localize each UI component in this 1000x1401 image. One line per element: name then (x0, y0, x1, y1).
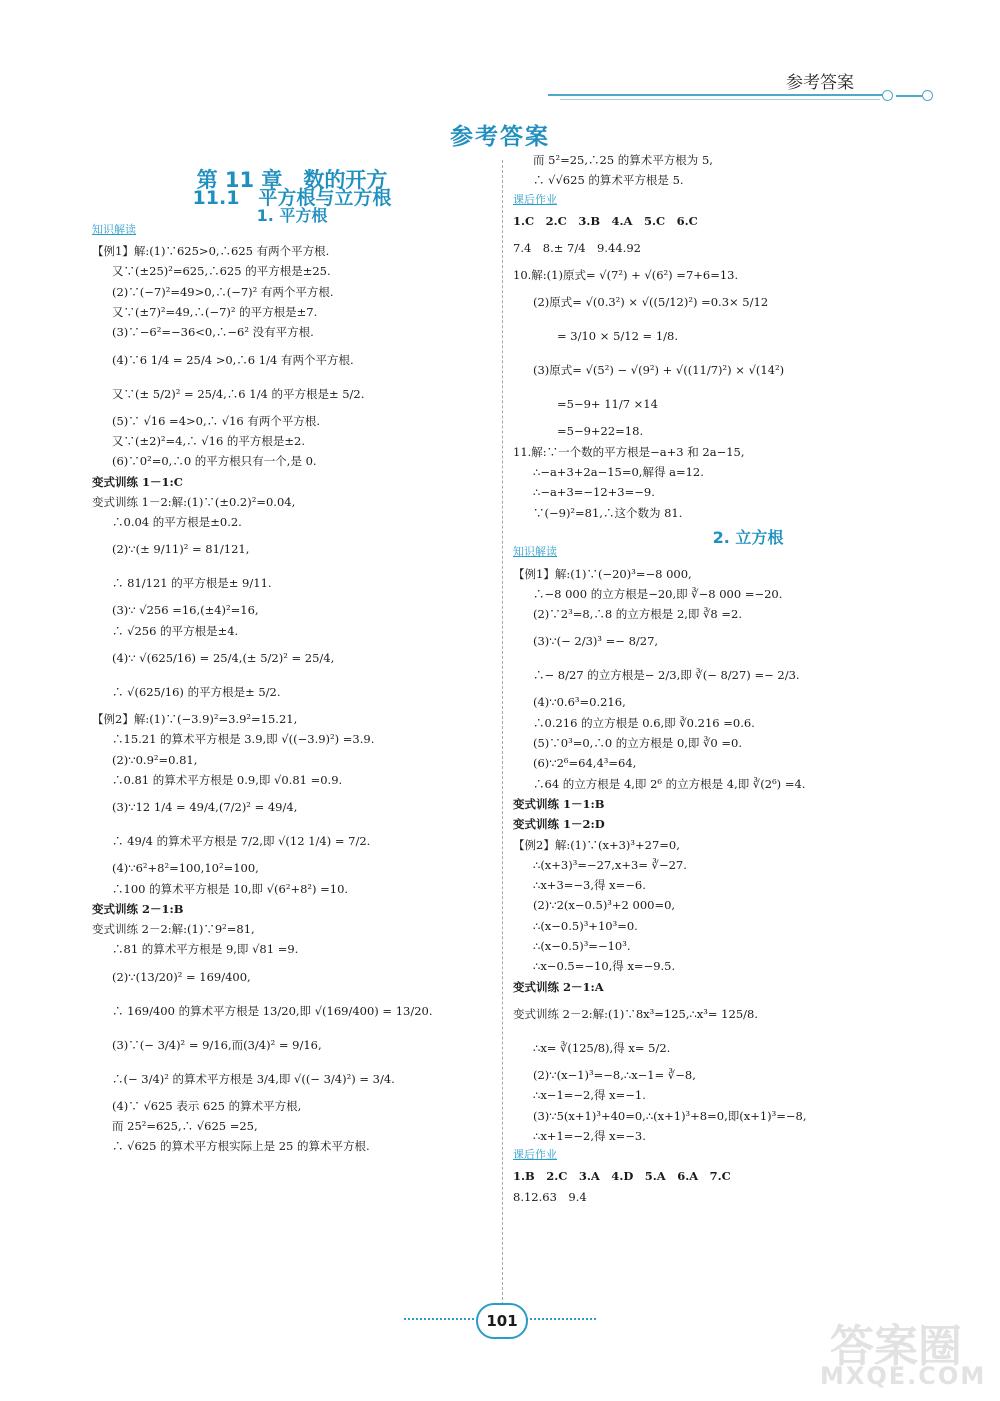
page-number-dots (526, 1318, 596, 1320)
right-line: ∴x= ∛(125/8),得 x= 5/2. (533, 1040, 671, 1055)
right-line: 变式训练 1－1:B (513, 796, 605, 811)
left-line: ∴ 169/400 的算术平方根是 13/20,即 √(169/400) = 13/20. (112, 1003, 433, 1018)
left-line: (5)∵ √16 =4>0,∴ √16 有两个平方根. (112, 413, 321, 428)
left-line: 【例1】解:(1)∵625>0,∴625 有两个平方根. (92, 244, 330, 259)
left-line: 1. 平方根 (256, 205, 328, 225)
left-line: (4)∵ √(625/16) = 25/4,(± 5/2)² = 25/4, (112, 651, 335, 666)
right-line: (2)原式= √(0.3²) × √((5/12)²) =0.3× 5/12 (533, 295, 769, 310)
right-line: ∴−a+3+2a−15=0,解得 a=12. (533, 465, 704, 480)
left-line: (4)∵ √625 表示 625 的算术平方根, (112, 1098, 302, 1113)
right-column (513, 150, 983, 1207)
left-line: (3)∵ √256 =16,(±4)²=16, (112, 603, 259, 618)
left-line: 变式训练 2－1:B (92, 901, 184, 916)
right-line: ∴(x−0.5)³+10³=0. (533, 918, 638, 933)
left-line: ∴(− 3/4)² 的算术平方根是 3/4,即 √((− 3/4)²) = 3/4. (112, 1071, 395, 1086)
left-line: 变式训练 1－1:C (92, 474, 183, 489)
right-line: 11.解:∵一个数的平方根是−a+3 和 2a−15, (513, 444, 745, 459)
right-line: (5)∵0³=0,∴0 的立方根是 0,即 ∛0 =0. (533, 736, 742, 751)
right-line: 课后作业 (513, 192, 557, 206)
left-line: 又∵(±7)²=49,∴(−7)² 的平方根是±7. (112, 305, 318, 320)
left-line: ∴81 的算术平方根是 9,即 √81 =9. (112, 942, 299, 957)
page-number: 101 (476, 1303, 528, 1339)
left-line: ∴0.81 的算术平方根是 0.9,即 √0.81 =0.9. (112, 772, 343, 787)
right-line: (2)∵(x−1)³=−8,∴x−1= ∛−8, (533, 1067, 696, 1082)
right-line: 10.解:(1)原式= √(7²) + √(6²) =7+6=13. (513, 268, 739, 283)
left-line: (4)∵6²+8²=100,10²=100, (112, 861, 259, 876)
right-line: 1.B 2.C 3.A 4.D 5.A 6.A 7.C (513, 1169, 731, 1184)
header-circle-icon (922, 90, 933, 101)
left-line: ∴ √256 的平方根是±4. (112, 623, 239, 638)
right-line: 变式训练 1－2:D (513, 817, 605, 832)
left-line: (2)∵0.9²=0.81, (112, 752, 198, 767)
right-line: 而 5²=25,∴25 的算术平方根为 5, (533, 153, 713, 167)
left-line: (4)∵6 1/4 = 25/4 >0,∴6 1/4 有两个平方根. (112, 352, 354, 367)
left-line: 知识解读 (92, 222, 136, 236)
header-label: 参考答案 (786, 73, 854, 93)
left-line: 又∵(± 5/2)² = 25/4,∴6 1/4 的平方根是± 5/2. (112, 386, 365, 401)
left-line: (2)∵(13/20)² = 169/400, (112, 969, 251, 984)
left-line: 又∵(±2)²=4,∴ √16 的平方根是±2. (112, 433, 306, 448)
right-line: 【例2】解:(1)∵(x+3)³+27=0, (513, 837, 680, 852)
left-line: ∴ 81/121 的平方根是± 9/11. (112, 576, 272, 591)
left-line: ∴0.04 的平方根是±0.2. (112, 515, 242, 530)
right-line: 变式训练 2－1:A (513, 979, 604, 994)
header-rule-thin (560, 99, 880, 100)
header-rule (548, 94, 888, 96)
right-line: 【例1】解:(1)∵(−20)³=−8 000, (513, 566, 692, 581)
header-circle-icon (882, 90, 893, 101)
left-line: 又∵(±25)²=625,∴625 的平方根是±25. (112, 264, 331, 279)
page-number-dots (404, 1318, 474, 1320)
right-line: ∴64 的立方根是 4,即 2⁶ 的立方根是 4,即 ∛(2⁶) =4. (533, 776, 806, 791)
left-line: ∴100 的算术平方根是 10,即 √(6²+8²) =10. (112, 881, 349, 896)
right-line: ∵(−9)²=81,∴这个数为 81. (533, 505, 683, 520)
left-line: ∴ √(625/16) 的平方根是± 5/2. (112, 685, 281, 700)
right-line: (2)∵2(x−0.5)³+2 000=0, (533, 898, 676, 913)
left-line: 【例2】解:(1)∵(−3.9)²=3.9²=15.21, (92, 712, 298, 727)
right-line: 7.4 8.± 7/4 9.44.92 (513, 241, 641, 256)
right-line: ∴x−1=−2,得 x=−1. (533, 1088, 646, 1103)
left-line: 第 11 章 数的开方 (196, 168, 388, 192)
right-line: 2. 立方根 (712, 527, 784, 547)
right-line: =5−9+ 11/7 ×14 (557, 397, 658, 412)
right-line: ∴x+3=−3,得 x=−6. (533, 878, 646, 893)
right-line: ∴− 8/27 的立方根是− 2/3,即 ∛(− 8/27) =− 2/3. (533, 668, 800, 683)
right-line: (3)∵(− 2/3)³ =− 8/27, (533, 634, 659, 649)
right-line: ∴(x−0.5)³=−10³. (533, 939, 631, 954)
left-line: (3)∵12 1/4 = 49/4,(7/2)² = 49/4, (112, 800, 298, 815)
right-line: (2)∵2³=8,∴8 的立方根是 2,即 ∛8 =2. (533, 607, 742, 622)
right-line: (3)∵5(x+1)³+40=0,∴(x+1)³+8=0,即(x+1)³=−8, (533, 1108, 807, 1123)
watermark-url: MXQE.COM (820, 1362, 987, 1390)
left-line: (2)∵(−7)²=49>0,∴(−7)² 有两个平方根. (112, 284, 334, 299)
right-line: ∴−8 000 的立方根是−20,即 ∛−8 000 =−20. (533, 586, 783, 601)
right-line: 8.12.63 9.4 (513, 1189, 587, 1204)
right-line: ∴x−0.5=−10,得 x=−9.5. (533, 959, 676, 974)
left-line: (2)∵(± 9/11)² = 81/121, (112, 542, 250, 557)
left-line: (3)∵(− 3/4)² = 9/16,而(3/4)² = 9/16, (112, 1037, 322, 1052)
right-line: ∴−a+3=−12+3=−9. (533, 485, 655, 500)
column-divider (502, 160, 503, 1310)
right-line: ∴x+1=−2,得 x=−3. (533, 1128, 646, 1143)
right-line: 变式训练 2－2:解:(1)∵8x³=125,∴x³= 125/8. (513, 1006, 758, 1021)
left-column (92, 160, 492, 1157)
header-bar (896, 95, 922, 97)
left-line: 变式训练 2－2:解:(1)∵9²=81, (92, 922, 255, 937)
right-line: ∴0.216 的立方根是 0.6,即 ∛0.216 =0.6. (533, 715, 755, 730)
right-line: =5−9+22=18. (557, 424, 644, 439)
right-line: (4)∵0.6³=0.216, (533, 695, 626, 710)
left-line: 变式训练 1－2:解:(1)∵(±0.2)²=0.04, (92, 494, 296, 509)
left-line: 11.1 平方根与立方根 (192, 187, 392, 210)
right-line: (3)原式= √(5²) − √(9²) + √((11/7)²) × √(14²) (533, 363, 785, 378)
left-line: ∴ 49/4 的算术平方根是 7/2,即 √(12 1/4) = 7/2. (112, 834, 371, 849)
right-line: ∴(x+3)³=−27,x+3= ∛−27. (533, 857, 687, 872)
right-line: 课后作业 (513, 1148, 557, 1162)
right-line: = 3/10 × 5/12 = 1/8. (557, 329, 678, 344)
left-line: (6)∵0²=0,∴0 的平方根只有一个,是 0. (112, 454, 317, 469)
watermark-logo: 答案圈 (830, 1321, 962, 1372)
left-line: ∴ √625 的算术平方根实际上是 25 的算术平方根. (112, 1139, 370, 1154)
right-line: ∴ √√625 的算术平方根是 5. (533, 173, 684, 188)
right-line: 知识解读 (513, 545, 557, 559)
left-line: (3)∵−6²=−36<0,∴−6² 没有平方根. (112, 325, 314, 340)
page-title: 参考答案 (450, 124, 550, 150)
right-line: (6)∵2⁶=64,4³=64, (533, 756, 637, 771)
right-line: 1.C 2.C 3.B 4.A 5.C 6.C (513, 213, 698, 228)
left-line: 而 25²=625,∴ √625 =25, (112, 1119, 258, 1134)
left-line: ∴15.21 的算术平方根是 3.9,即 √((−3.9)²) =3.9. (112, 732, 375, 747)
